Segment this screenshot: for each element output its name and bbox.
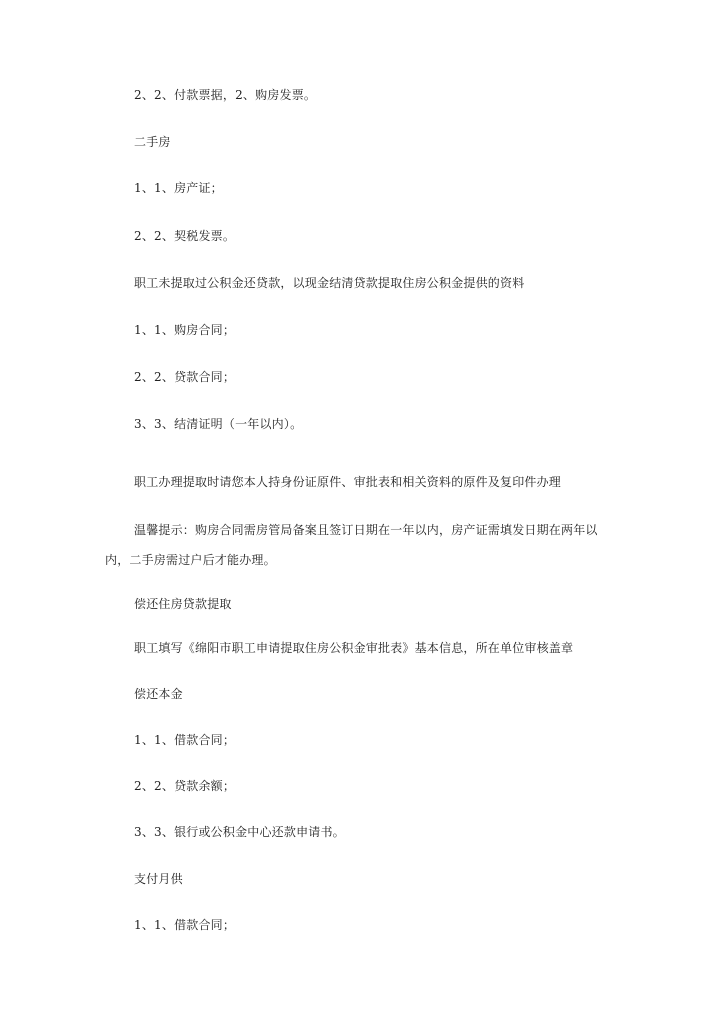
list-item: 3、3、银行或公积金中心还款申请书。 — [134, 825, 345, 839]
list-item: 1、1、借款合同； — [134, 918, 236, 932]
paragraph: 2、2、付款票据，2、购房发票。 — [134, 88, 317, 102]
paragraph: 职工填写《绵阳市职工申请提取住房公积金审批表》基本信息，所在单位审核盖章 — [134, 641, 574, 655]
paragraph: 职工办理提取时请您本人持身份证原件、审批表和相关资料的原件及复印件办理 — [134, 475, 562, 489]
list-item: 3、3、结清证明（一年以内）。 — [134, 417, 303, 431]
section-heading: 偿还本金 — [134, 687, 183, 701]
list-item: 1、1、房产证； — [134, 181, 223, 195]
section-heading: 二手房 — [134, 135, 171, 149]
section-heading: 支付月供 — [134, 872, 183, 886]
list-item: 2、2、贷款合同； — [134, 370, 236, 384]
list-item: 1、1、购房合同； — [134, 323, 236, 337]
tip-paragraph: 温馨提示：购房合同需房管局备案且签订日期在一年以内，房产证需填发日期在两年以内，二手房需过户后才能办理。 — [105, 523, 598, 567]
list-item: 2、2、契税发票。 — [134, 229, 236, 243]
list-item: 1、1、借款合同； — [134, 733, 236, 747]
section-heading: 偿还住房贷款提取 — [134, 597, 232, 611]
section-heading: 职工未提取过公积金还贷款，以现金结清贷款提取住房公积金提供的资料 — [134, 276, 525, 290]
list-item: 2、2、贷款余额； — [134, 779, 236, 793]
